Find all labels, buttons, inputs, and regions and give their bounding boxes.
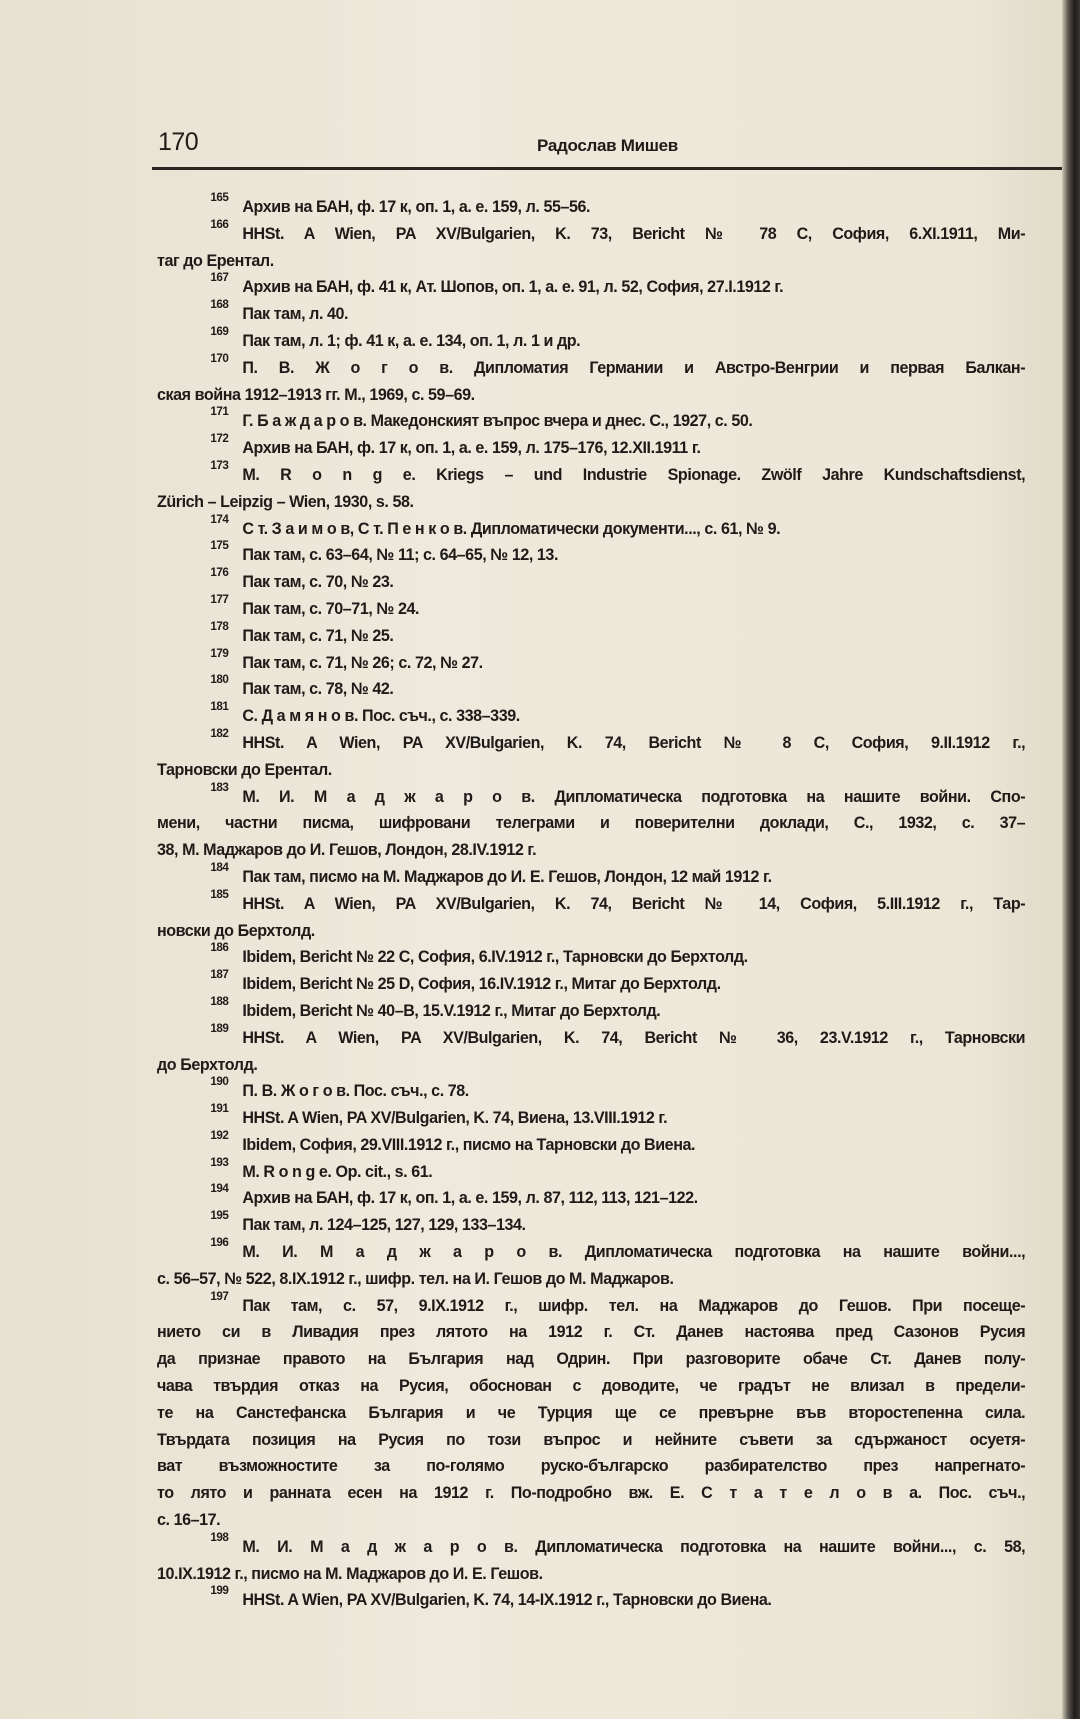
footnote-line [157,1450,1025,1477]
footnote-number: 192 [210,1127,229,1142]
footnote-line [157,1263,1025,1290]
footnote-number: 175 [210,538,229,553]
footnote-text: нието си в Ливадия през лятото на 1912 г. Ст. Данев настоява пред Сазонов Русия [157,1322,1026,1342]
footnote-text: HHSt. A Wien, PA XV/Bulgarien, K. 74, 14-IX.1912 г., Тарновски до Виена. [242,1590,772,1610]
footnote-text: Пак там, с. 71, № 26; с. 72, № 27. [242,652,483,672]
footnote-line [157,1129,1025,1156]
footnote-number: 196 [210,1235,229,1250]
footnote [157,781,1052,861]
footnote-text: HHSt. A Wien, PA XV/Bulgarien, K. 74, Виена, 13.VIII.1912 г. [242,1108,668,1128]
footnote-text: HHSt. A Wien, PA XV/Bulgarien, K. 74, Bericht № 36, 23.V.1912 г., Тарновски [242,1027,1026,1047]
footnote-number: 191 [210,1101,229,1116]
footnote-number: 166 [210,216,229,231]
footnote-number: 174 [210,511,229,526]
footnote-text: С т. З а и м о в, С т. П е н к о в. Дипломатически документи..., с. 61, № 9. [242,518,781,538]
footnote-text: Архив на БАН, ф. 17 к, оп. 1, а. е. 159, л. 87, 112, 113, 121–122. [242,1188,698,1208]
footnote-text: Пак там, л. 1; ф. 41 к, а. е. 134, оп. 1, л. 1 и др. [242,330,581,350]
footnote-number: 197 [210,1288,229,1303]
footnote [157,727,1052,781]
footnote-line [157,915,1025,942]
footnote-text: Ibidem, Bericht № 22 C, София, 6.IV.1912 г., Тарновски до Берхтолд. [242,947,748,967]
footnote [157,968,1052,995]
footnote [157,888,1052,942]
footnote-line [157,834,1025,861]
footnote-line [157,727,1025,754]
footnote-line [157,271,1025,298]
footnote [157,566,1052,593]
footnote [157,459,1052,513]
footnote-text: П. В. Ж о г о в. Пос. съч., с. 78. [242,1081,469,1101]
footnote-text: Пак там, с. 70–71, № 24. [242,598,420,618]
footnote [157,995,1052,1022]
footnote [157,1129,1052,1156]
footnote-line [157,1343,1025,1370]
footnote-number: 184 [210,859,229,874]
footnote-text: мени, частни писма, шифровани телеграми и поверителни доклади, С., 1932, с. 37– [157,813,1026,833]
footnote-line [157,754,1025,781]
footnote-text: HHSt. A Wien, PA XV/Bulgarien, K. 74, Bericht № 14, София, 5.III.1912 г., Тар- [242,893,1026,913]
footnote-text: с. 16–17. [157,1510,221,1530]
footnote-text: Пак там, с. 63–64, № 11; с. 64–65, № 12, 13. [242,545,558,565]
footnote [157,1182,1052,1209]
footnote-number: 172 [210,431,229,446]
footnote-number: 198 [210,1529,229,1544]
footnote-line [157,1504,1025,1531]
book-spine-shadow [1062,0,1080,1719]
footnote-line [157,1236,1025,1263]
footnote-number: 188 [210,993,229,1008]
footnote-line [157,1477,1025,1504]
footnote [157,593,1052,620]
footnote [157,1209,1052,1236]
footnote [157,191,1052,218]
footnote [157,405,1052,432]
footnote-line [157,1022,1025,1049]
footnote-line [157,486,1025,513]
footnote-text: М. И. М а д ж а р о в. Дипломатическа подготовка на нашите войни..., [242,1242,1026,1262]
footnote [157,673,1052,700]
footnote-number: 173 [210,457,229,472]
footnote-number: 168 [210,297,229,312]
footnote-text: HHSt. A Wien, PA XV/Bulgarien, K. 73, Bericht № 78 C, София, 6.XI.1911, Ми- [242,223,1026,243]
footnote-text: HHSt. A Wien, PA XV/Bulgarien, K. 74, Bericht № 8 C, София, 9.II.1912 г., [242,732,1026,752]
footnote-text: Архив на БАН, ф. 17 к, оп. 1, а. е. 159, л. 175–176, 12.XII.1911 г. [242,438,701,458]
footnote [157,352,1052,406]
footnote-line [157,1075,1025,1102]
footnote-text: новски до Берхтолд. [157,920,315,940]
footnote [157,271,1052,298]
footnote-line [157,1316,1025,1343]
running-head-author: Радослав Мишев [537,136,678,155]
footnote-number: 181 [210,699,229,714]
footnote [157,325,1052,352]
footnote-text: Пак там, писмо на М. Маджаров до И. Е. Гешов, Лондон, 12 май 1912 г. [242,866,772,886]
footnote-number: 199 [210,1583,229,1598]
footnote-line [157,459,1025,486]
footnote-line [157,1049,1025,1076]
footnote-number: 190 [210,1074,229,1089]
footnote-line [157,245,1025,272]
footnote [157,941,1052,968]
footnote-line [157,620,1025,647]
footnote-text: те на Санстефанска България и че Турция ще се превърне във второстепенна сила. [157,1402,1026,1422]
footnote-line [157,807,1025,834]
footnote-text: М. И. М а д ж а р о в. Дипломатическа подготовка на нашите войни..., с. 58, [242,1536,1026,1556]
footnote [157,218,1052,272]
footnote-text: Пак там, с. 57, 9.IX.1912 г., шифр. тел. на Маджаров до Гешов. При посеще- [242,1295,1026,1315]
footnote-text: до Берхтолд. [157,1054,258,1074]
footnote-text: таг до Ерентал. [157,250,274,270]
footnote-line [157,325,1025,352]
footnote-text: M. R o n g e. Op. cit., s. 61. [242,1161,433,1181]
footnote-number: 167 [210,270,229,285]
footnote-line [157,1182,1025,1209]
footnote-number: 193 [210,1154,229,1169]
footnote-text: Ibidem, Bericht № 25 D, София, 16.IV.1912 г., Митаг до Берхтолд. [242,974,721,994]
footnote-text: с. 56–57, № 522, 8.IX.1912 г., шифр. тел. на И. Гешов до М. Маджаров. [157,1268,674,1288]
footnote-line [157,352,1025,379]
footnote [157,700,1052,727]
footnote-text: Zürich – Leipzig – Wien, 1930, s. 58. [157,491,414,511]
footnote-text: то лято и ранната есен на 1912 г. По-подробно вж. Е. С т а т е л о в а. Пос. съч., [157,1483,1026,1503]
footnote-number: 195 [210,1208,229,1223]
footnote-line [157,1531,1025,1558]
footnote-text: М. И. М а д ж а р о в. Дипломатическа подготовка на нашите войни. Спо- [242,786,1026,806]
footnote [157,1236,1052,1290]
footnote [157,1156,1052,1183]
footnote-text: С. Д а м я н о в. Пос. съч., с. 338–339. [242,706,520,726]
footnote-number: 177 [210,591,229,606]
footnote-number: 189 [210,1020,229,1035]
footnote-text: Ibidem, София, 29.VIII.1912 г., писмо на Тарновски до Виена. [242,1134,696,1154]
footnote-line [157,1102,1025,1129]
footnote-text: Пак там, с. 70, № 23. [242,572,394,592]
footnote-number: 170 [210,350,229,365]
footnote-text: Г. Б а ж д а р о в. Македонският въпрос вчера и днес. С., 1927, с. 50. [242,411,753,431]
footnote-line [157,647,1025,674]
footnote-text: чава твърдия отказ на Русия, обоснован с доводите, че градът не влизал в предели- [157,1376,1026,1396]
footnote-number: 169 [210,323,229,338]
footnote-line [157,298,1025,325]
footnote [157,1102,1052,1129]
footnote-line [157,1370,1025,1397]
footnote-line [157,593,1025,620]
footnote-text: ват възможностите за по-голямо руско-българско разбирателство през напрегнато- [157,1456,1026,1476]
footnote-line [157,888,1025,915]
footnote-line [157,861,1025,888]
footnote-line [157,218,1025,245]
footnote-number: 179 [210,645,229,660]
footnote [157,1531,1052,1585]
footnote-line [157,1397,1025,1424]
footnote-text: ская война 1912–1913 гг. М., 1969, с. 59–69. [157,384,475,404]
footnote-line [157,1424,1025,1451]
footnote-line [157,191,1025,218]
footnote-line [157,432,1025,459]
footnote [157,1075,1052,1102]
header-rule [152,167,1062,170]
footnote-line [157,941,1025,968]
footnote-number: 187 [210,967,229,982]
footnote-line [157,1209,1025,1236]
footnote-line [157,673,1025,700]
footnote-line [157,968,1025,995]
footnote-line [157,405,1025,432]
footnote-text: Пак там, с. 71, № 25. [242,625,394,645]
footnote [157,298,1052,325]
footnote-line [157,513,1025,540]
footnote-line [157,781,1025,808]
footnote-text: да признае правото на България над Одрин. При разговорите обаче Ст. Данев полу- [157,1349,1026,1369]
footnote-text: Архив на БАН, ф. 17 к, оп. 1, а. е. 159, л. 55–56. [242,197,591,216]
footnote-number: 171 [210,404,229,419]
footnote-text: Тарновски до Ерентал. [157,759,332,779]
footnote-line [157,539,1025,566]
footnote-line [157,1584,1025,1611]
footnote-text: 10.IX.1912 г., писмо на М. Маджаров до И. Е. Гешов. [157,1563,543,1583]
footnote-number: 176 [210,565,229,580]
footnote-text: Пак там, л. 40. [242,304,349,324]
footnote-number: 165 [210,190,229,204]
footnote-text: Пак там, с. 78, № 42. [242,679,394,699]
footnote [157,620,1052,647]
footnote-text: Твърдата позиция на Русия по този въпрос и нейните съвети за сдържаност осуетя- [157,1429,1026,1449]
footnotes [157,191,1052,1611]
footnote [157,1022,1052,1076]
footnote-line [157,1156,1025,1183]
footnote-number: 182 [210,725,229,740]
footnote-text: Пак там, л. 124–125, 127, 129, 133–134. [242,1215,526,1235]
footnote-text: Ibidem, Bericht № 40–B, 15.V.1912 г., Митаг до Берхтолд. [242,1000,661,1020]
footnote-line [157,1558,1025,1585]
footnote [157,861,1052,888]
footnote-line [157,379,1025,406]
footnote-number: 178 [210,618,229,633]
footnote [157,647,1052,674]
footnote-text: 38, М. Маджаров до И. Гешов, Лондон, 28.IV.1912 г. [157,840,537,860]
footnote-line [157,995,1025,1022]
page-number: 170 [158,128,199,156]
footnote-number: 186 [210,940,229,955]
footnote [157,513,1052,540]
footnote-line [157,700,1025,727]
footnote-text: Архив на БАН, ф. 41 к, Ат. Шопов, оп. 1, а. е. 91, л. 52, София, 27.I.1912 г. [242,277,784,297]
footnote-number: 194 [210,1181,229,1196]
footnote-number: 185 [210,886,229,901]
footnote-line [157,566,1025,593]
footnote [157,432,1052,459]
footnote-text: П. В. Ж о г о в. Дипломатия Германии и Австро-Венгрии и первая Балкан- [242,357,1026,377]
footnote [157,1290,1052,1531]
footnote-number: 183 [210,779,229,794]
footnote-text: M. R o n g e. Kriegs – und Industrie Spionage. Zwölf Jahre Kundschaftsdienst, [242,464,1026,484]
footnote [157,1584,1052,1611]
footnote [157,539,1052,566]
footnote-number: 180 [210,672,229,687]
footnote-line [157,1290,1025,1317]
